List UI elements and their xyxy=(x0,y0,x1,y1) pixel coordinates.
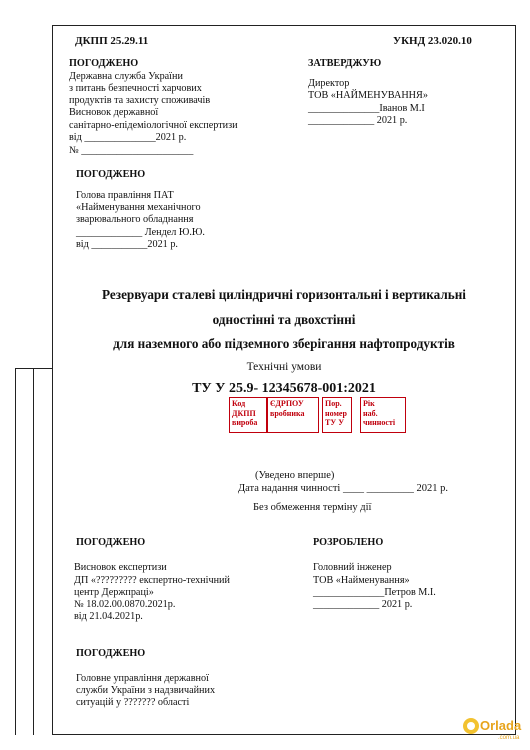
approval-title: ЗАТВЕРДЖУЮ xyxy=(308,58,382,69)
document-subtitle: Технічні умови xyxy=(246,361,322,373)
approval-line: Висновок експертизи xyxy=(74,562,167,573)
approval-line: з питань безпечності харчових xyxy=(69,83,202,94)
approval-line: № 18.02.00.0870.2021р. xyxy=(74,599,176,610)
approval-line: зварювального обладнання xyxy=(76,214,194,225)
approval-line: ДП «????????? експертно-технічний xyxy=(74,575,230,586)
binding-margin-line xyxy=(33,368,34,735)
code-box-edrpou: ЄДРПОУ вробника xyxy=(267,397,319,433)
approval-title: ПОГОДЖЕНО xyxy=(76,537,146,548)
approval-line: Державна служба України xyxy=(69,71,183,82)
approval-line: служби України з надзвичайних xyxy=(76,685,216,696)
effective-date: Дата надання чинності ____ _________ 2021 р. xyxy=(238,483,448,494)
approval-line: ТОВ «Найменування» xyxy=(313,575,410,586)
approval-line: від ___________2021 р. xyxy=(76,239,178,250)
watermark-domain: .com.ua xyxy=(498,735,520,741)
approval-line: Головне управління державної xyxy=(76,673,209,684)
ukd-code: УКНД 23.020.10 xyxy=(393,35,472,47)
approval-line: № ______________________ xyxy=(69,145,194,156)
approval-line: ______________Петров М.І. xyxy=(313,587,436,598)
orlada-logo xyxy=(462,710,524,742)
watermark-text: Orlada xyxy=(480,718,522,733)
approval-title: ПОГОДЖЕНО xyxy=(76,169,146,180)
approval-line: ТОВ «НАЙМЕНУВАННЯ» xyxy=(308,90,428,101)
introduced-note: (Уведено вперше) xyxy=(255,470,335,481)
approval-line: ситуацій у ??????? області xyxy=(76,697,190,708)
approval-line: ______________Іванов М.І xyxy=(308,103,425,114)
binding-margin-line xyxy=(15,368,16,735)
binding-margin-tick xyxy=(15,368,53,369)
approval-line: Головний інженер xyxy=(313,562,392,573)
code-box-year: Рік наб. чинності xyxy=(360,397,406,433)
code-box-number: Пор. номер ТУ У xyxy=(322,397,352,433)
approval-line: «Найменування механічного xyxy=(76,202,201,213)
approval-line: Директор xyxy=(308,78,350,89)
approval-line: _____________ 2021 р. xyxy=(308,115,408,126)
approval-line: від ______________2021 р. xyxy=(69,132,187,143)
approval-line: від 21.04.2021р. xyxy=(74,611,143,622)
document-title-line: Резервуари сталеві циліндричні горизонтальні і вертикальні xyxy=(102,287,466,302)
tu-number: ТУ У 25.9- 12345678-001:2021 xyxy=(192,381,376,396)
code-box-dkpp: Код ДКПП вироба xyxy=(229,397,267,433)
document-title-line: одностінні та двохстінні xyxy=(212,312,356,327)
dkpp-code: ДКПП 25.29.11 xyxy=(75,35,149,47)
approval-line: санітарно-епідеміологічної експертизи xyxy=(69,120,238,131)
approval-line: _____________ Лендел Ю.Ю. xyxy=(76,227,205,238)
approval-line: Висновок державної xyxy=(69,107,159,118)
validity-note: Без обмеження терміну дії xyxy=(253,502,372,513)
document-title-line: для наземного або підземного зберігання нафтопродуктів xyxy=(113,336,455,351)
approval-line: Голова правління ПАТ xyxy=(76,190,174,201)
approval-line: центр Держпраці» xyxy=(74,587,154,598)
approval-title: ПОГОДЖЕНО xyxy=(76,648,146,659)
approval-title: РОЗРОБЛЕНО xyxy=(313,537,384,548)
approval-line: _____________ 2021 р. xyxy=(313,599,413,610)
approval-line: продуктів та захисту споживачів xyxy=(69,95,211,106)
approval-title: ПОГОДЖЕНО xyxy=(69,58,139,69)
